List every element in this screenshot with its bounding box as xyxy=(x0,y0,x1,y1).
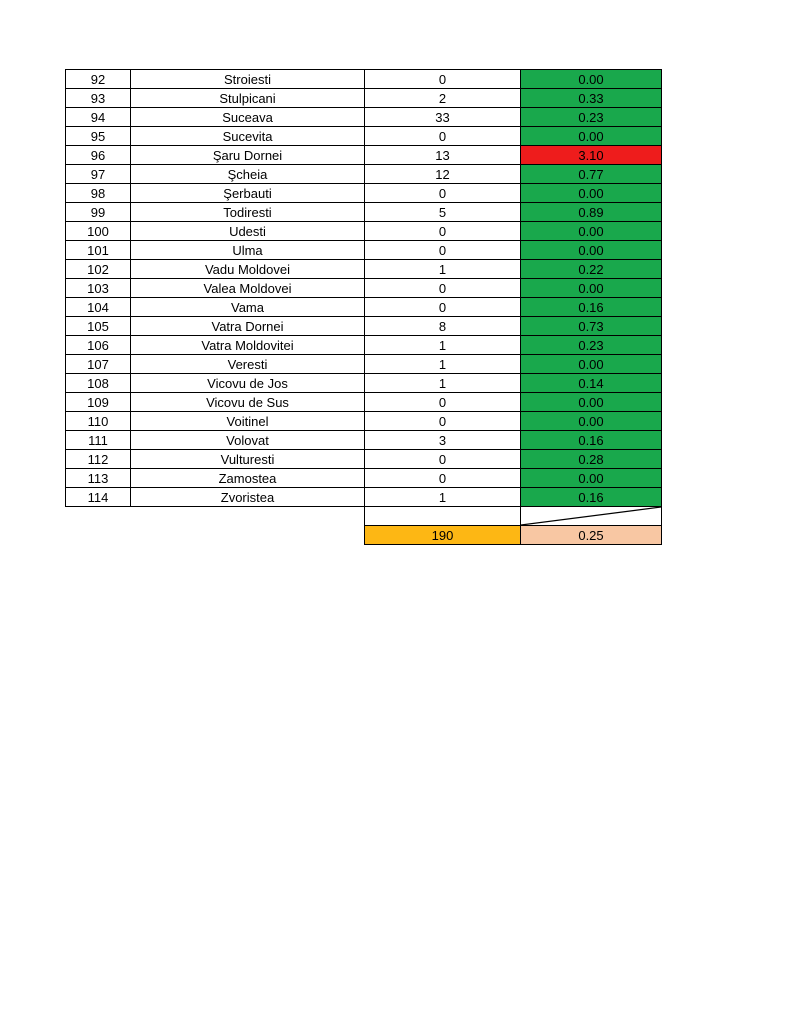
row-number: 101 xyxy=(66,241,131,260)
table-row xyxy=(66,165,662,184)
locality-name: Veresti xyxy=(131,355,365,374)
infection-rate: 0.00 xyxy=(521,355,662,374)
case-count: 1 xyxy=(365,260,521,279)
case-count: 1 xyxy=(365,336,521,355)
case-count: 0 xyxy=(365,241,521,260)
case-count: 12 xyxy=(365,165,521,184)
locality-name: Zamostea xyxy=(131,469,365,488)
infection-rate: 0.28 xyxy=(521,450,662,469)
locality-name: Şaru Dornei xyxy=(131,146,365,165)
infection-rate: 0.00 xyxy=(521,393,662,412)
row-number: 114 xyxy=(66,488,131,507)
case-count: 1 xyxy=(365,488,521,507)
locality-name: Vicovu de Jos xyxy=(131,374,365,393)
row-number: 110 xyxy=(66,412,131,431)
infection-rate: 0.16 xyxy=(521,431,662,450)
row-number: 102 xyxy=(66,260,131,279)
locality-name: Sucevita xyxy=(131,127,365,146)
case-count: 5 xyxy=(365,203,521,222)
case-count: 0 xyxy=(365,127,521,146)
table-row xyxy=(66,108,662,127)
infection-rate: 0.73 xyxy=(521,317,662,336)
infection-rate: 0.14 xyxy=(521,374,662,393)
row-number: 99 xyxy=(66,203,131,222)
table-row xyxy=(66,393,662,412)
blank-cell xyxy=(131,507,365,526)
table-row xyxy=(66,450,662,469)
row-number: 108 xyxy=(66,374,131,393)
blank-cell xyxy=(131,526,365,545)
table-row xyxy=(66,203,662,222)
diagonal-cell xyxy=(521,507,662,526)
table-row xyxy=(66,260,662,279)
infection-rate: 0.00 xyxy=(521,70,662,89)
table-row xyxy=(66,184,662,203)
infection-rate: 0.00 xyxy=(521,241,662,260)
locality-name: Stroiesti xyxy=(131,70,365,89)
blank-count-cell xyxy=(365,507,521,526)
case-count: 0 xyxy=(365,469,521,488)
row-number: 109 xyxy=(66,393,131,412)
table-row xyxy=(66,317,662,336)
table-row xyxy=(66,355,662,374)
locality-name: Vama xyxy=(131,298,365,317)
row-number: 98 xyxy=(66,184,131,203)
infection-rate: 0.77 xyxy=(521,165,662,184)
row-number: 94 xyxy=(66,108,131,127)
locality-name: Vicovu de Sus xyxy=(131,393,365,412)
case-count: 3 xyxy=(365,431,521,450)
row-number: 93 xyxy=(66,89,131,108)
locality-name: Vatra Moldovitei xyxy=(131,336,365,355)
locality-name: Vadu Moldovei xyxy=(131,260,365,279)
infection-rate: 0.33 xyxy=(521,89,662,108)
table-row xyxy=(66,146,662,165)
infection-rate: 0.23 xyxy=(521,336,662,355)
table-row xyxy=(66,298,662,317)
case-count: 0 xyxy=(365,70,521,89)
case-count: 13 xyxy=(365,146,521,165)
row-number: 96 xyxy=(66,146,131,165)
locality-name: Şerbauti xyxy=(131,184,365,203)
infection-rate: 0.00 xyxy=(521,469,662,488)
locality-name: Stulpicani xyxy=(131,89,365,108)
case-count: 8 xyxy=(365,317,521,336)
table-row xyxy=(66,469,662,488)
row-number: 107 xyxy=(66,355,131,374)
infection-rate: 0.00 xyxy=(521,412,662,431)
infection-rate: 0.16 xyxy=(521,298,662,317)
infection-rate: 3.10 xyxy=(521,146,662,165)
total-count: 190 xyxy=(365,526,521,545)
total-rate: 0.25 xyxy=(521,526,662,545)
locality-name: Valea Moldovei xyxy=(131,279,365,298)
table-row xyxy=(66,336,662,355)
locality-name: Vulturesti xyxy=(131,450,365,469)
row-number: 105 xyxy=(66,317,131,336)
infection-rate: 0.16 xyxy=(521,488,662,507)
infection-rate: 0.00 xyxy=(521,279,662,298)
row-number: 97 xyxy=(66,165,131,184)
table-row xyxy=(66,279,662,298)
locality-name: Ulma xyxy=(131,241,365,260)
locality-name: Todiresti xyxy=(131,203,365,222)
locality-name: Voitinel xyxy=(131,412,365,431)
locality-name: Şcheia xyxy=(131,165,365,184)
blank-cell xyxy=(66,526,131,545)
row-number: 103 xyxy=(66,279,131,298)
infection-rate: 0.22 xyxy=(521,260,662,279)
case-count: 0 xyxy=(365,450,521,469)
table-row xyxy=(66,89,662,108)
table-row xyxy=(66,241,662,260)
table-row xyxy=(66,431,662,450)
row-number: 95 xyxy=(66,127,131,146)
locality-table xyxy=(65,69,662,545)
row-number: 92 xyxy=(66,70,131,89)
infection-rate: 0.00 xyxy=(521,127,662,146)
row-number: 106 xyxy=(66,336,131,355)
infection-rate: 0.23 xyxy=(521,108,662,127)
case-count: 1 xyxy=(365,374,521,393)
infection-rate: 0.00 xyxy=(521,184,662,203)
totals-row xyxy=(66,526,662,545)
case-count: 2 xyxy=(365,89,521,108)
table-row xyxy=(66,70,662,89)
table-body xyxy=(66,70,662,507)
blank-cell xyxy=(66,507,131,526)
table-row xyxy=(66,488,662,507)
case-count: 0 xyxy=(365,222,521,241)
table-row xyxy=(66,222,662,241)
locality-name: Volovat xyxy=(131,431,365,450)
case-count: 0 xyxy=(365,184,521,203)
table-row xyxy=(66,412,662,431)
table-row xyxy=(66,374,662,393)
row-number: 104 xyxy=(66,298,131,317)
locality-name: Zvoristea xyxy=(131,488,365,507)
case-count: 1 xyxy=(365,355,521,374)
case-count: 0 xyxy=(365,393,521,412)
blank-row xyxy=(66,507,662,526)
case-count: 0 xyxy=(365,412,521,431)
table-row xyxy=(66,127,662,146)
infection-rate: 0.00 xyxy=(521,222,662,241)
infection-rate: 0.89 xyxy=(521,203,662,222)
row-number: 113 xyxy=(66,469,131,488)
locality-name: Suceava xyxy=(131,108,365,127)
locality-name: Vatra Dornei xyxy=(131,317,365,336)
row-number: 100 xyxy=(66,222,131,241)
case-count: 0 xyxy=(365,279,521,298)
row-number: 112 xyxy=(66,450,131,469)
locality-name: Udesti xyxy=(131,222,365,241)
case-count: 0 xyxy=(365,298,521,317)
row-number: 111 xyxy=(66,431,131,450)
case-count: 33 xyxy=(365,108,521,127)
diagonal-line-icon xyxy=(521,507,661,525)
